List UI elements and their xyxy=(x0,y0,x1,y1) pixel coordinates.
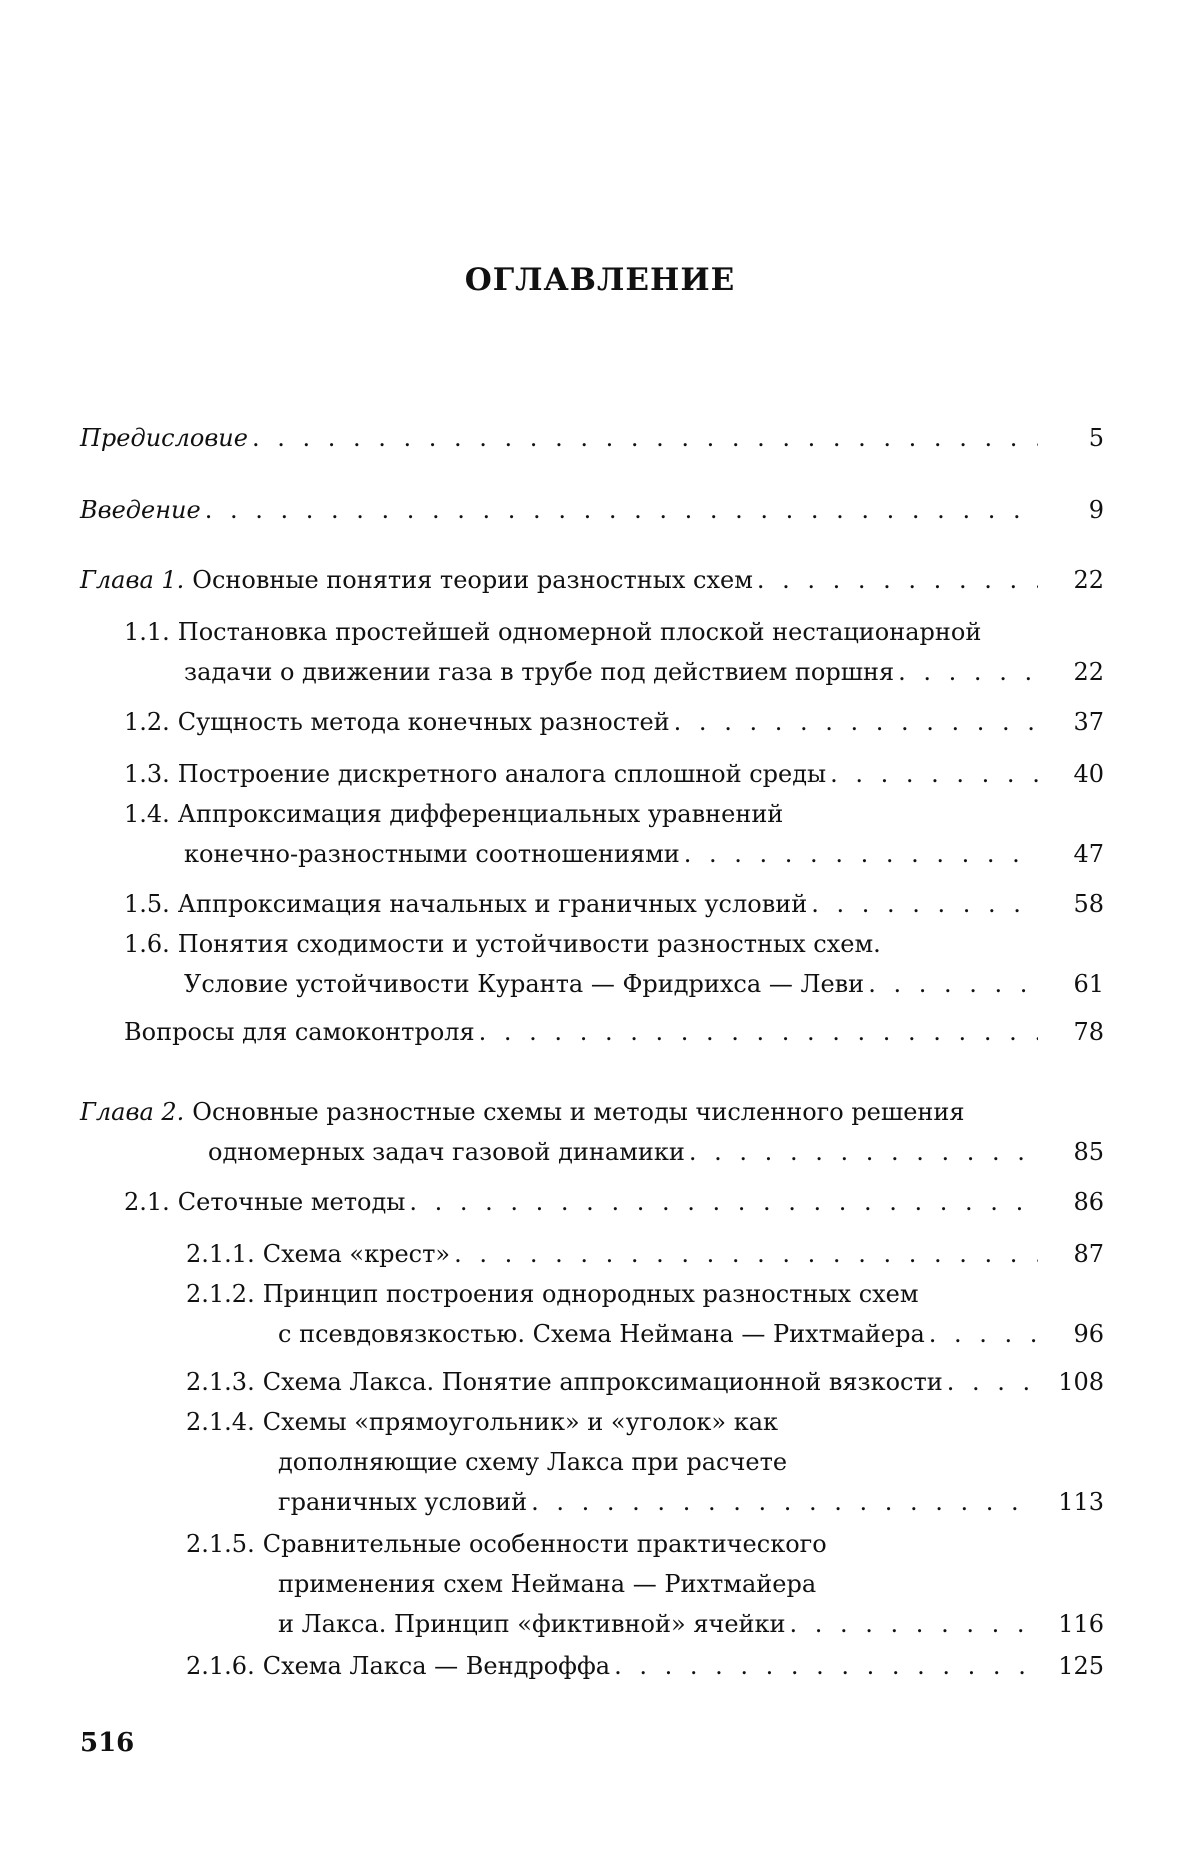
section-number: 1.6. xyxy=(124,930,170,958)
toc-page-number: 37 xyxy=(1073,708,1104,736)
toc-entry-label: Введение xyxy=(80,496,201,524)
toc-entry-label-line2: одномерных задач газовой динамики xyxy=(208,1138,685,1166)
toc-entry-label: Основные понятия теории разностных схем xyxy=(192,566,753,594)
toc-entry-1-5[interactable] xyxy=(124,884,1104,924)
toc-page-number: 86 xyxy=(1073,1188,1104,1216)
section-number: 1.1. xyxy=(124,618,170,646)
dot-leader xyxy=(531,1482,1038,1522)
dot-leader xyxy=(205,490,1038,530)
dot-leader xyxy=(811,884,1038,924)
toc-entry-label-line2: применения схем Неймана — Рихтмайера xyxy=(278,1570,817,1598)
dot-leader xyxy=(757,560,1038,600)
toc-entry-label-line2: Условие устойчивости Куранта — Фридрихса — Леви xyxy=(184,970,865,998)
toc-entry-2-1-2[interactable] xyxy=(186,1274,1104,1354)
toc-entry-2-1-1[interactable] xyxy=(186,1234,1104,1274)
toc-entry-1-2[interactable] xyxy=(124,702,1104,742)
toc-entry-label: Предисловие xyxy=(80,424,248,452)
dot-leader xyxy=(252,418,1038,458)
toc-page-number: 125 xyxy=(1058,1652,1104,1680)
toc-entry-1-4[interactable] xyxy=(124,794,1104,874)
toc-entry-chapter-2[interactable] xyxy=(80,1092,1104,1172)
toc-page-number: 116 xyxy=(1058,1610,1104,1638)
toc-page-number: 61 xyxy=(1073,970,1104,998)
toc-entry-label-line3: граничных условий xyxy=(278,1488,528,1516)
toc-entry-label: Сущность метода конечных разностей xyxy=(177,708,670,736)
toc-page-number: 78 xyxy=(1073,1018,1104,1046)
dot-leader xyxy=(454,1234,1038,1274)
toc-entry-label-line1: Понятия сходимости и устойчивости разностных схем. xyxy=(177,930,881,958)
toc-entry-label-line1: Сравнительные особенности практического xyxy=(262,1530,827,1558)
toc-entry-2-1[interactable] xyxy=(124,1182,1104,1222)
toc-entry-label: Аппроксимация начальных и граничных условий xyxy=(177,890,808,918)
toc-entry-label: Построение дискретного аналога сплошной среды xyxy=(177,760,827,788)
dot-leader xyxy=(868,964,1038,1004)
toc-title: ОГЛАВЛЕНИЕ xyxy=(464,262,736,298)
toc-entry-label: Схема Лакса. Понятие аппроксимационной вязкости xyxy=(262,1368,943,1396)
toc-entry-self-check[interactable] xyxy=(124,1012,1104,1052)
toc-entry-label-line2: дополняющие схему Лакса при расчете xyxy=(278,1448,788,1476)
toc-entry-label-line1: Схемы «прямоугольник» и «уголок» как xyxy=(262,1408,779,1436)
dot-leader xyxy=(689,1132,1038,1172)
chapter-prefix: Глава 1. xyxy=(80,566,185,594)
section-number: 2.1.1. xyxy=(186,1240,255,1268)
page-number: 516 xyxy=(80,1728,135,1758)
section-number: 2.1.6. xyxy=(186,1652,255,1680)
toc-page-number: 96 xyxy=(1073,1320,1104,1348)
toc-entry-label-line3: и Лакса. Принцип «фиктивной» ячейки xyxy=(278,1610,786,1638)
toc-page-number: 40 xyxy=(1073,760,1104,788)
section-number: 2.1.2. xyxy=(186,1280,255,1308)
toc-page-number: 47 xyxy=(1073,840,1104,868)
toc-page-number: 9 xyxy=(1088,496,1104,524)
toc-page-number: 113 xyxy=(1058,1488,1104,1516)
toc-page-number: 108 xyxy=(1058,1368,1104,1396)
toc-entry-label: Вопросы для самоконтроля xyxy=(124,1018,475,1046)
toc-entry-label-line2: задачи о движении газа в трубе под действием поршня xyxy=(184,658,895,686)
toc-page-number: 22 xyxy=(1073,658,1104,686)
dot-leader xyxy=(674,702,1038,742)
toc-entry-label-line1: Постановка простейшей одномерной плоской нестационарной xyxy=(177,618,982,646)
dot-leader xyxy=(409,1182,1038,1222)
toc-entry-label: Схема Лакса — Вендроффа xyxy=(262,1652,611,1680)
toc-entry-1-1[interactable] xyxy=(124,612,1104,692)
dot-leader xyxy=(947,1362,1038,1402)
toc-entry-label-line1: Основные разностные схемы и методы численного решения xyxy=(192,1098,965,1126)
dot-leader xyxy=(790,1604,1038,1644)
section-number: 2.1.4. xyxy=(186,1408,255,1436)
toc-page-number: 85 xyxy=(1073,1138,1104,1166)
toc-entry-2-1-4[interactable] xyxy=(186,1402,1104,1522)
section-number: 1.5. xyxy=(124,890,170,918)
dot-leader xyxy=(929,1314,1038,1354)
dot-leader xyxy=(614,1646,1038,1686)
toc-entry-label: Сеточные методы xyxy=(177,1188,406,1216)
section-number: 2.1. xyxy=(124,1188,170,1216)
toc-entry-1-6[interactable] xyxy=(124,924,1104,1004)
toc-entry-label: Схема «крест» xyxy=(262,1240,451,1268)
toc-entry-chapter-1[interactable] xyxy=(80,560,1104,600)
section-number: 1.3. xyxy=(124,760,170,788)
toc-entry-label-line2: конечно-разностными соотношениями xyxy=(184,840,680,868)
toc-entry-introduction[interactable] xyxy=(80,490,1104,530)
toc-entry-preface[interactable] xyxy=(80,418,1104,458)
toc-page-number: 5 xyxy=(1088,424,1104,452)
toc-page-number: 22 xyxy=(1073,566,1104,594)
toc-entry-1-3[interactable] xyxy=(124,754,1104,794)
toc-entry-2-1-6[interactable] xyxy=(186,1646,1104,1686)
section-number: 1.2. xyxy=(124,708,170,736)
section-number: 1.4. xyxy=(124,800,170,828)
dot-leader xyxy=(830,754,1038,794)
dot-leader xyxy=(479,1012,1038,1052)
section-number: 2.1.5. xyxy=(186,1530,255,1558)
chapter-prefix: Глава 2. xyxy=(80,1098,185,1126)
toc-entry-2-1-5[interactable] xyxy=(186,1524,1104,1644)
toc-entry-2-1-3[interactable] xyxy=(186,1362,1104,1402)
dot-leader xyxy=(898,652,1038,692)
toc-entry-label-line1: Принцип построения однородных разностных схем xyxy=(262,1280,919,1308)
dot-leader xyxy=(684,834,1038,874)
toc-entry-label-line1: Аппроксимация дифференциальных уравнений xyxy=(177,800,784,828)
toc-page-number: 58 xyxy=(1073,890,1104,918)
toc-page-number: 87 xyxy=(1073,1240,1104,1268)
toc-entry-label-line2: с псевдовязкостью. Схема Неймана — Рихтмайера xyxy=(278,1320,925,1348)
section-number: 2.1.3. xyxy=(186,1368,255,1396)
